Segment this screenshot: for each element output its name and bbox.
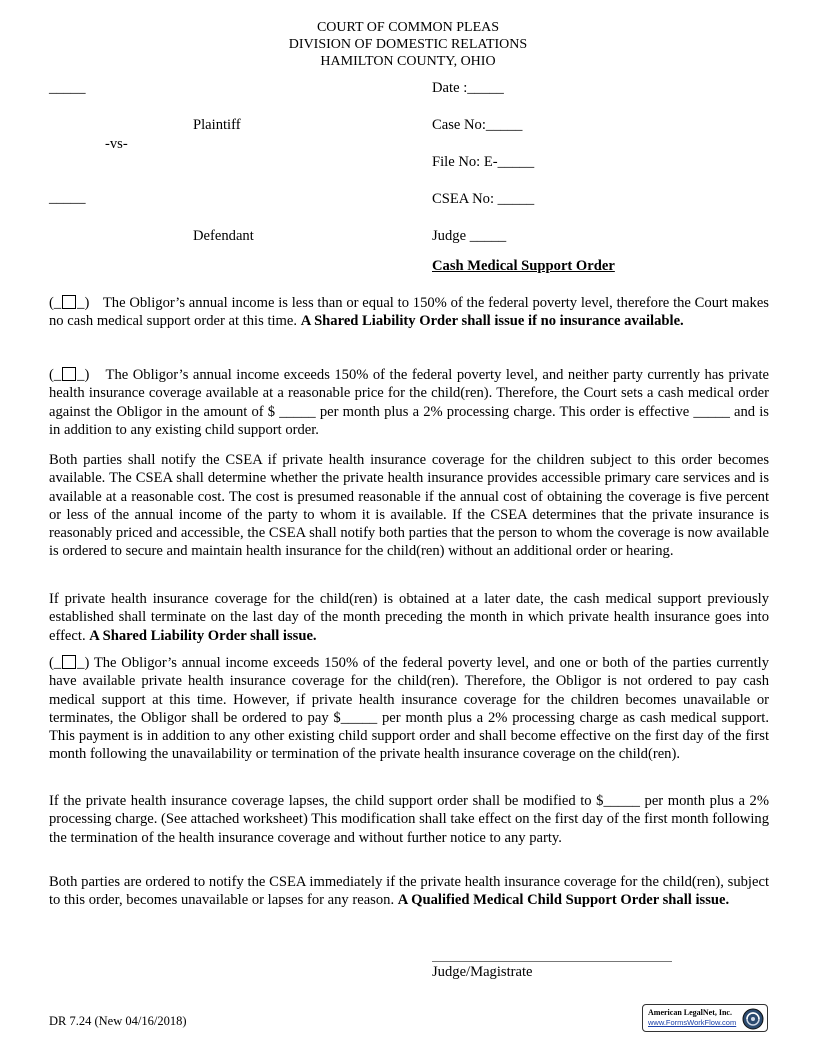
no-order-bold-text: A Shared Liability Order shall issue if no insurance available. [300,313,684,330]
csea-number-field[interactable]: CSEA No: _____ [432,191,535,207]
checkbox-close: _) [77,367,90,383]
later-coverage-bold-text: A Shared Liability Order shall issue. [89,627,317,644]
cash-order-text: The Obligor’s annual income exceeds 150% of the federal poverty level, and neither party currently has private health insurance coverage available at a reasonable price for the child(ren). Therefore, the Court sets a cash medical order against the Obligor in the amount of $ _____ per month plus a 2% processing charge. This order is effective _____ and is in addition to any existing child support order. [49,367,769,438]
date-field[interactable]: Date :_____ [432,80,504,96]
globe-icon [742,1008,764,1030]
no-order-text: The Obligor’s annual income is less than or equal to 150% of the federal poverty level, therefore the Court makes no cash medical support order at this time. [49,295,769,330]
case-number-field[interactable]: Case No:_____ [432,117,523,133]
court-header [0,19,816,70]
judge-field[interactable]: Judge _____ [432,228,507,244]
qmcso-bold-text: A Qualified Medical Child Support Order shall issue. [397,892,730,909]
checkbox-close: _) [77,295,90,311]
court-county: HAMILTON COUNTY, OHIO [320,54,496,69]
option-no-order-paragraph [49,294,769,331]
cash-order-checkbox[interactable] [62,367,76,381]
document-title: Cash Medical Support Order [432,258,615,274]
no-order-checkbox[interactable] [62,295,76,309]
form-id: DR 7.24 (New 04/16/2018) [49,1014,187,1028]
checkbox-open: (_ [49,295,62,311]
later-coverage-paragraph [49,590,769,645]
publisher-name: American LegalNet, Inc. [648,1008,732,1017]
court-name: COURT OF COMMON PLEAS [316,20,500,35]
court-division: DIVISION OF DOMESTIC RELATIONS [288,37,528,52]
later-coverage-text: If private health insurance coverage for the child(ren) is obtained at a later date, the cash medical support previously established shall terminate on the last day of the month preceding the month in which private health insurance goes into effect. [49,591,769,644]
publisher-logo[interactable] [642,1004,768,1032]
defendant-name-blank[interactable]: _____ [49,190,86,206]
file-number-field[interactable]: File No: E-_____ [432,154,535,170]
plaintiff-label: Plaintiff [193,117,241,133]
option-cash-order-paragraph [49,366,769,439]
signature-label: Judge/Magistrate [432,964,533,980]
notify-csea-paragraph: Both parties shall notify the CSEA if private health insurance coverage for the children subject to this order becomes available. The CSEA shall determine whether the private health insurance provides accessible primary care services and is available at a reasonable cost. The cost is presumed reasonable if the annual cost of obtaining the coverage is five percent or less of the annual income of the party to whom it is available. If the CSEA determines that the private insurance is reasonably priced and accessible, the CSEA shall notify both parties that the person to whom the coverage is now available is ordered to secure and maintain health insurance for the child(ren) without an additional order or hearing. [49,452,769,560]
checkbox-open: (_ [49,655,62,671]
versus-label: -vs- [105,136,128,152]
signature-line[interactable] [432,961,672,962]
insurance-available-text: The Obligor’s annual income exceeds 150% of the federal poverty level, and one or both of the parties currently have available private health insurance coverage for the child(ren). Therefore, the Obligor is not ordered to pay cash medical support at this time. However, if private health insurance coverage for the children becomes unavailable or terminates, the Obligor shall be ordered to pay $_____ per month plus a 2% processing charge as cash medical support. This payment is in addition to any other existing child support order and shall become effective on the first day of the first month following the unavailability or termination of the private health insurance coverage on the child(ren). [49,655,769,763]
defendant-label: Defendant [193,228,254,244]
checkbox-open: (_ [49,367,62,383]
option-insurance-available-paragraph [49,654,769,764]
coverage-lapse-paragraph: If the private health insurance coverage lapses, the child support order shall be modified to $_____ per month plus a 2% processing charge. (See attached worksheet) This modification shall take effect on the first day of the first month following the termination of the health insurance coverage and without further notice to any party. [49,793,769,846]
qmcso-text: Both parties are ordered to notify the CSEA immediately if the private health insurance coverage for the child(ren), subject to this order, becomes unavailable or lapses for any reason. [49,874,769,909]
checkbox-close: _) [77,655,90,671]
qmcso-paragraph [49,873,769,910]
plaintiff-name-blank[interactable]: _____ [49,80,86,96]
publisher-link[interactable]: www.FormsWorkFlow.com [648,1018,737,1027]
insurance-available-checkbox[interactable] [62,655,76,669]
